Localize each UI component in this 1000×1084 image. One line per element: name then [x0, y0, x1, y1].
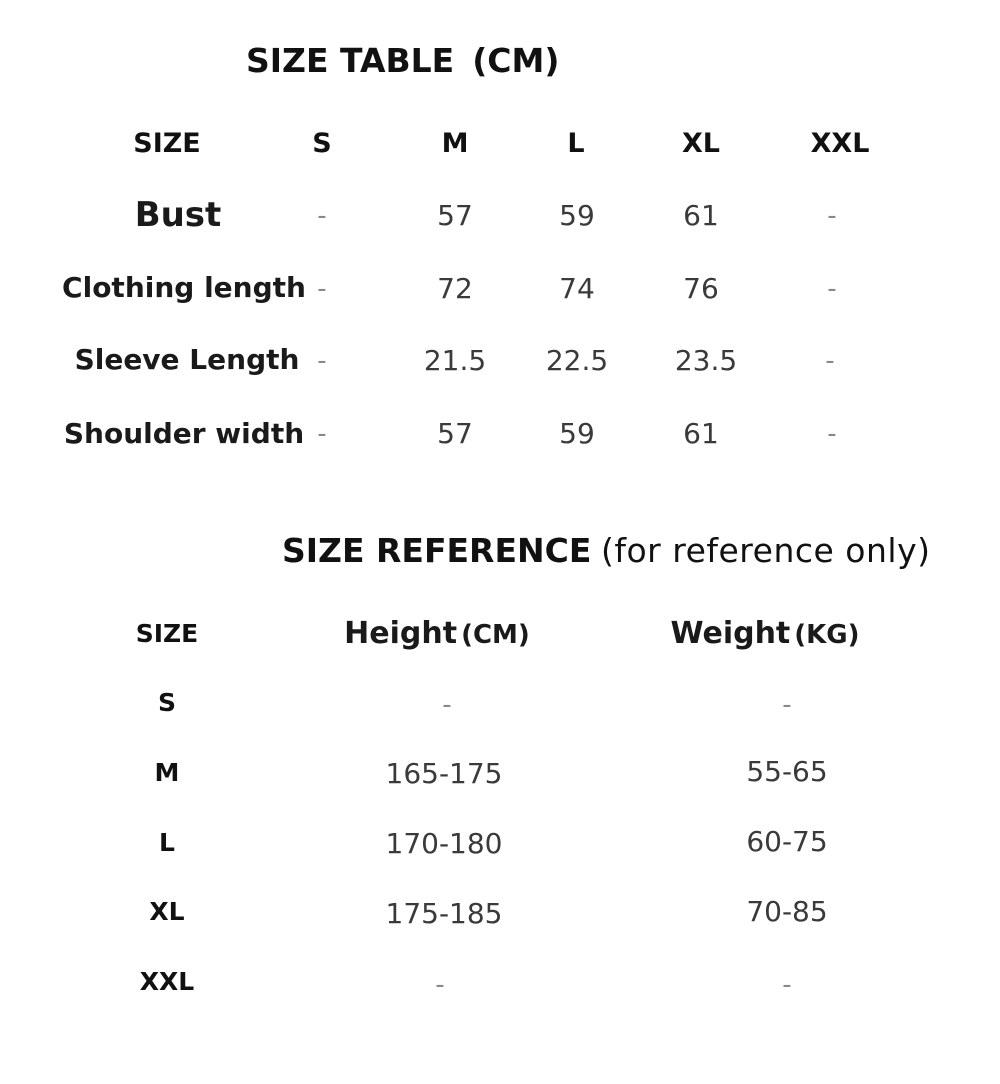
- reference-header-size: SIZE: [135, 619, 199, 648]
- reference-header-weight: [670, 616, 860, 651]
- shoulder-width-l: 59: [559, 417, 595, 450]
- size-reference-title-text: SIZE REFERENCE: [282, 531, 592, 570]
- row-label-sleeve-length: Sleeve Length: [74, 343, 300, 376]
- size-table-header-size: SIZE: [133, 128, 201, 159]
- reference-height-l: 170-180: [385, 827, 503, 860]
- reference-size-xl: XL: [149, 897, 185, 926]
- reference-size-xxl: XXL: [139, 967, 195, 996]
- sleeve-length-s: -: [317, 346, 327, 376]
- reference-size-l: L: [159, 828, 175, 857]
- bust-xxl: -: [827, 201, 837, 231]
- clothing-length-s: -: [317, 274, 327, 304]
- reference-header-weight-unit: (KG): [794, 620, 860, 650]
- reference-header-weight-label: Weight: [670, 616, 791, 651]
- reference-weight-s: -: [782, 690, 792, 720]
- size-table-header-xxl: XXL: [810, 128, 870, 159]
- size-table-unit: (CM): [472, 41, 560, 80]
- bust-s: -: [317, 201, 327, 231]
- reference-weight-xxl: -: [782, 970, 792, 1000]
- sleeve-length-m: 21.5: [423, 344, 487, 377]
- shoulder-width-xxl: -: [827, 419, 837, 449]
- reference-weight-xl: 70-85: [746, 895, 828, 928]
- size-table-title-text: SIZE TABLE: [246, 41, 455, 80]
- reference-height-m: 165-175: [385, 757, 503, 790]
- bust-xl: 61: [683, 199, 719, 232]
- bust-l: 59: [559, 199, 595, 232]
- row-label-clothing-length: Clothing length: [62, 271, 306, 304]
- size-reference-note: (for reference only): [601, 531, 931, 570]
- reference-weight-l: 60-75: [746, 825, 828, 858]
- size-table-title: [246, 41, 560, 80]
- row-label-shoulder-width: Shoulder width: [63, 417, 305, 450]
- clothing-length-xxl: -: [827, 274, 837, 304]
- size-table-header-xl: XL: [681, 128, 721, 159]
- bust-m: 57: [437, 199, 473, 232]
- sleeve-length-l: 22.5: [545, 344, 609, 377]
- reference-size-m: M: [154, 758, 180, 787]
- reference-height-s: -: [442, 690, 452, 720]
- sleeve-length-xl: 23.5: [674, 344, 738, 377]
- reference-header-height: [344, 616, 530, 651]
- sleeve-length-xxl: -: [825, 346, 835, 376]
- shoulder-width-m: 57: [437, 417, 473, 450]
- size-table-header-l: L: [567, 128, 585, 159]
- row-label-bust: Bust: [134, 195, 222, 235]
- size-table-header-s: S: [312, 128, 332, 159]
- reference-size-s: S: [157, 688, 177, 717]
- clothing-length-xl: 76: [683, 272, 719, 305]
- shoulder-width-s: -: [317, 419, 327, 449]
- reference-height-xl: 175-185: [385, 897, 503, 930]
- clothing-length-m: 72: [437, 272, 473, 305]
- clothing-length-l: 74: [559, 272, 595, 305]
- reference-height-xxl: -: [435, 970, 445, 1000]
- size-table-header-m: M: [441, 128, 469, 159]
- reference-header-height-label: Height: [344, 616, 458, 651]
- reference-weight-m: 55-65: [746, 755, 828, 788]
- size-reference-title: [282, 531, 592, 570]
- reference-header-height-unit: (CM): [461, 620, 530, 650]
- shoulder-width-xl: 61: [683, 417, 719, 450]
